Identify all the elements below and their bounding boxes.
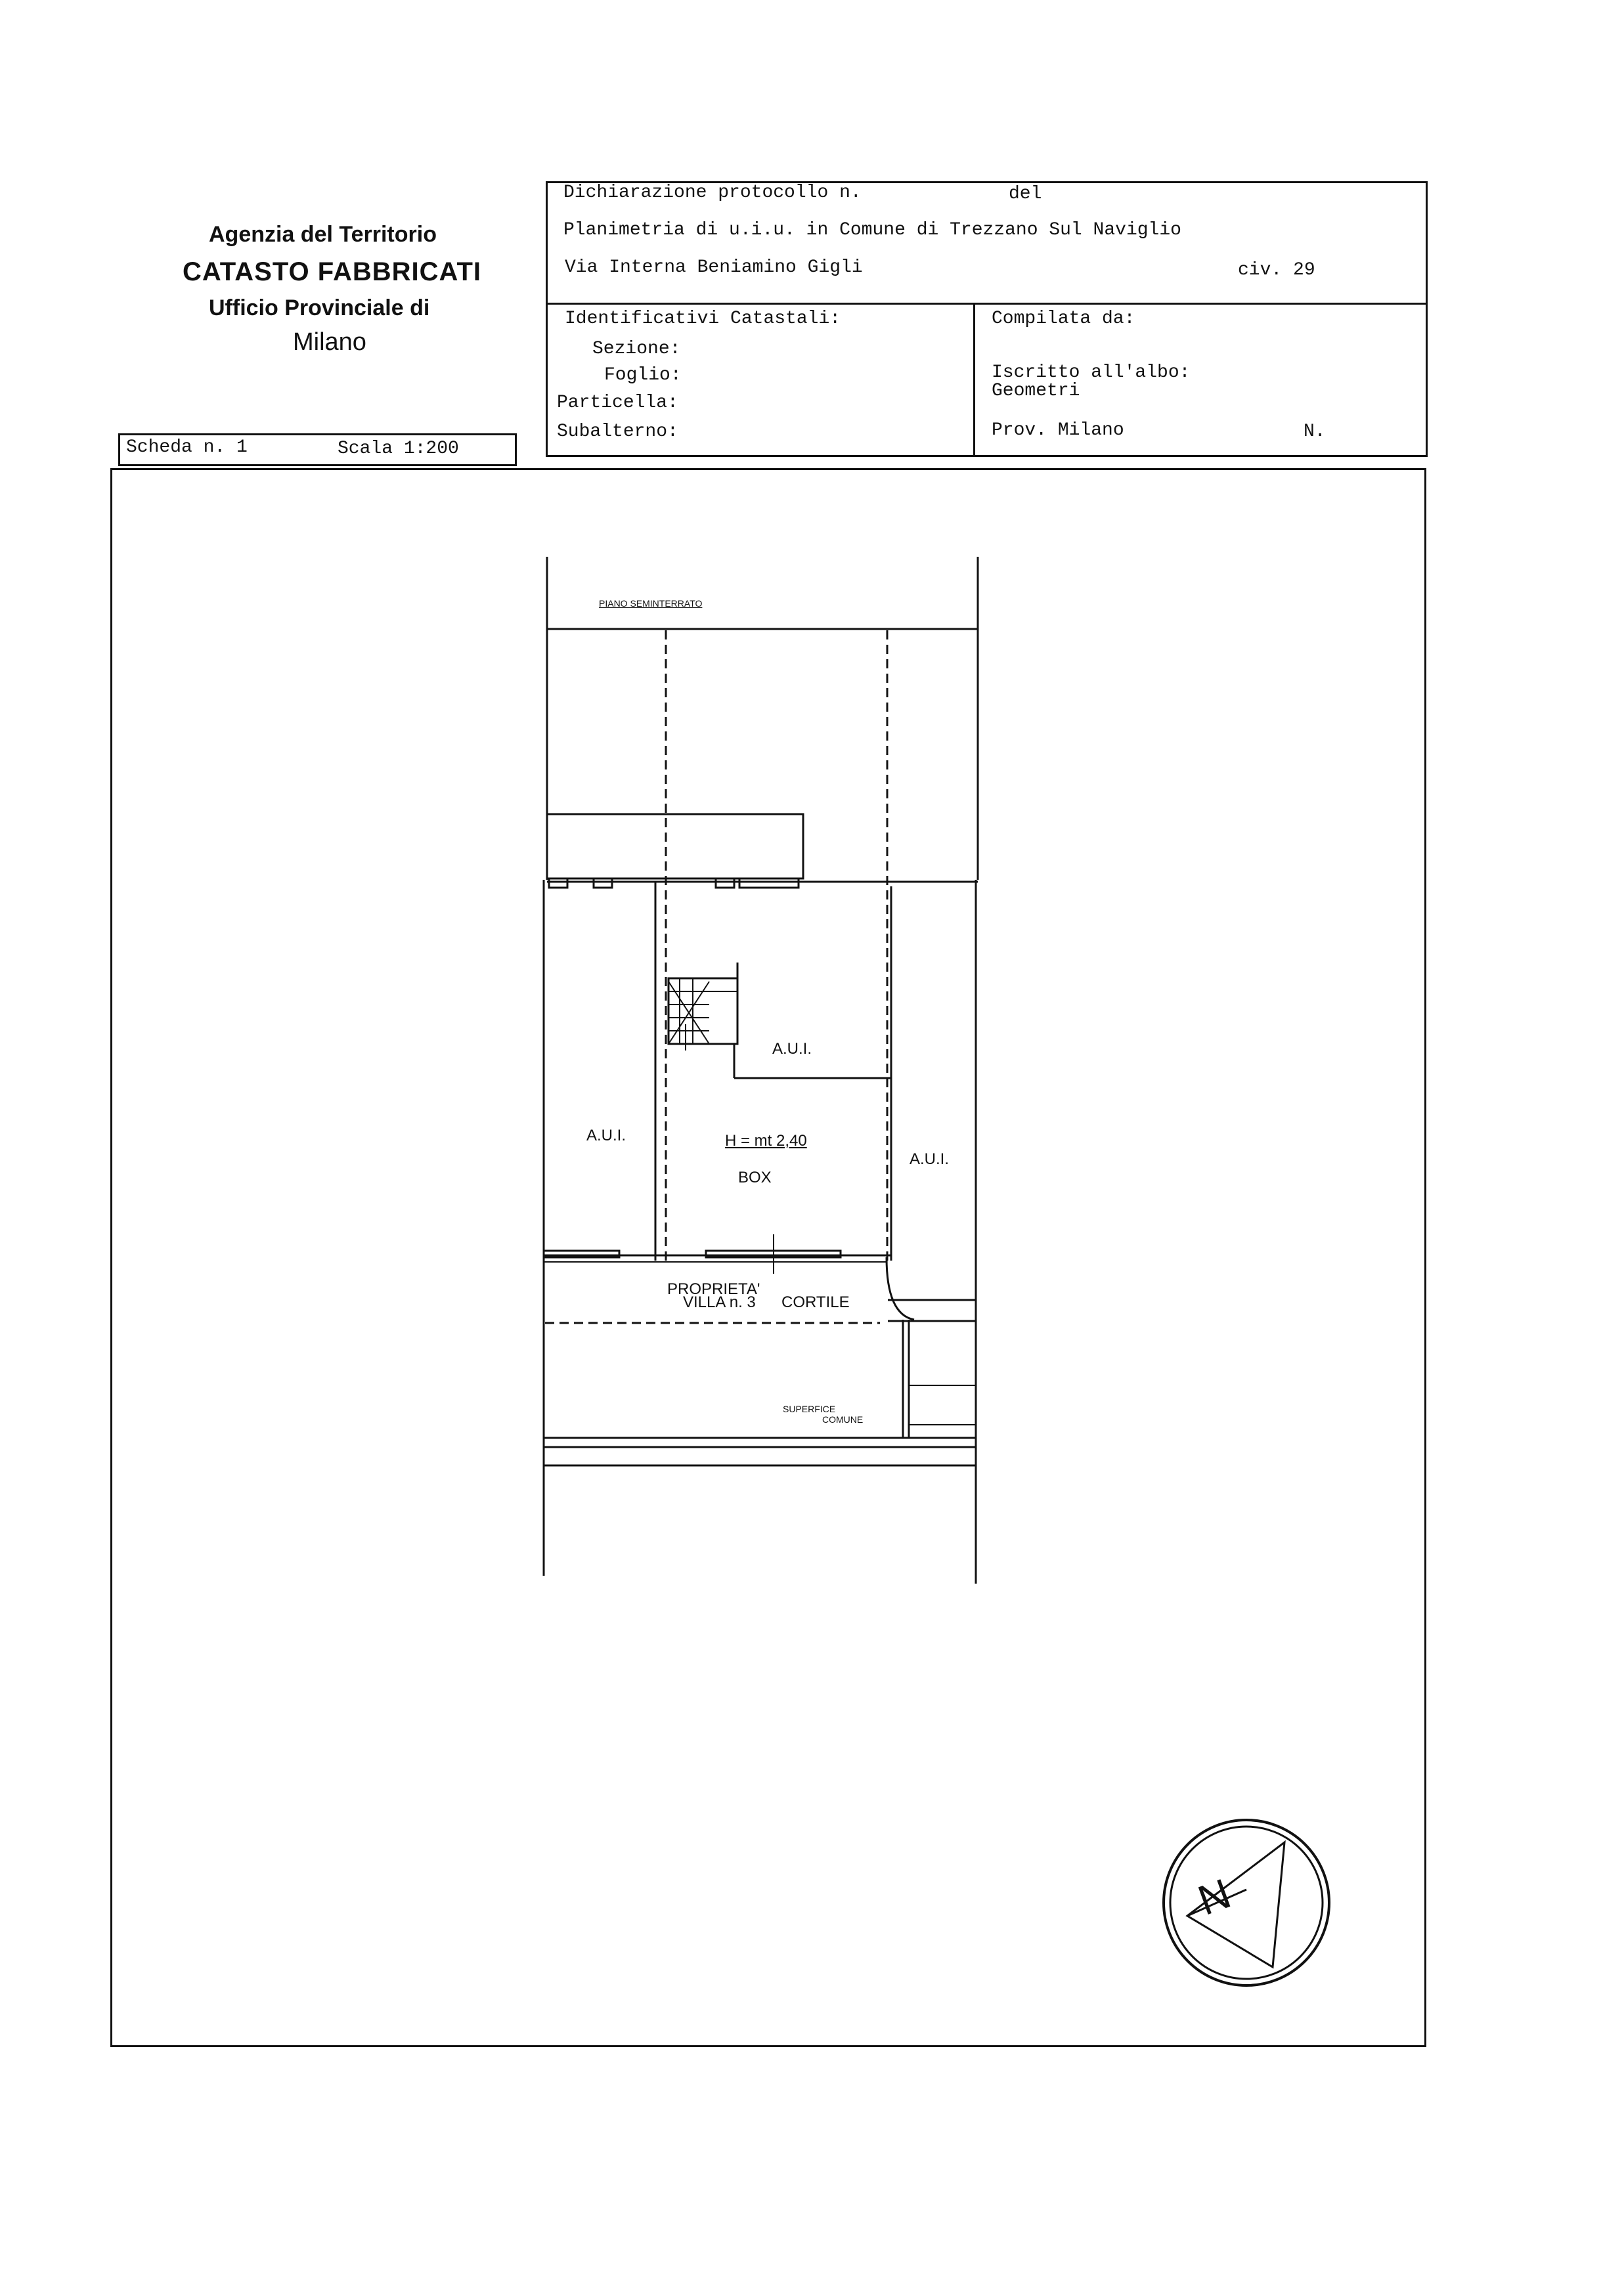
common-area-label-2: COMUNE xyxy=(822,1414,864,1425)
planimetria-line: Planimetria di u.i.u. in Comune di Trezzano Sul Naviglio xyxy=(563,220,1181,240)
office-label: Ufficio Provinciale di xyxy=(209,295,430,320)
foglio-label: Foglio: xyxy=(604,365,682,385)
office-city: Milano xyxy=(293,328,366,356)
civico-number: civ. 29 xyxy=(1238,260,1315,280)
sezione-label: Sezione: xyxy=(592,339,681,359)
common-area-label-1: SUPERFICE xyxy=(783,1404,836,1414)
property-label: PROPRIETA' xyxy=(667,1280,760,1298)
floor-level-label: PIANO SEMINTERRATO xyxy=(599,598,703,609)
subalterno-label: Subalterno: xyxy=(557,422,678,442)
scale-label: Scala 1:200 xyxy=(338,439,459,459)
room-label-aui-top: A.U.I. xyxy=(772,1040,812,1058)
province-label: Prov. Milano xyxy=(992,420,1124,441)
catasto-title: CATASTO FABBRICATI xyxy=(183,257,482,286)
del-label: del xyxy=(1009,184,1042,204)
registration-number-label: N. xyxy=(1304,422,1326,442)
room-label-box: BOX xyxy=(738,1169,772,1186)
north-letter: N xyxy=(1192,1869,1237,1924)
particella-label: Particella: xyxy=(557,393,678,413)
protocol-label: Dichiarazione protocollo n. xyxy=(563,183,862,203)
albo-value: Geometri xyxy=(992,381,1080,401)
albo-label: Iscritto all'albo: xyxy=(992,362,1191,383)
villa-label: VILLA n. 3 xyxy=(683,1293,756,1311)
scheda-number: Scheda n. 1 xyxy=(126,437,248,458)
north-arrow-icon xyxy=(1161,1817,1332,1988)
courtyard-label: CORTILE xyxy=(781,1293,850,1311)
identificativi-title: Identificativi Catastali: xyxy=(565,309,841,329)
room-label-aui-left: A.U.I. xyxy=(586,1127,626,1144)
room-height-label: H = mt 2,40 xyxy=(725,1132,807,1150)
agency-name: Agenzia del Territorio xyxy=(209,222,437,247)
room-label-aui-right: A.U.I. xyxy=(910,1150,950,1168)
compilata-label: Compilata da: xyxy=(992,309,1135,329)
address-line: Via Interna Beniamino Gigli xyxy=(565,257,863,278)
